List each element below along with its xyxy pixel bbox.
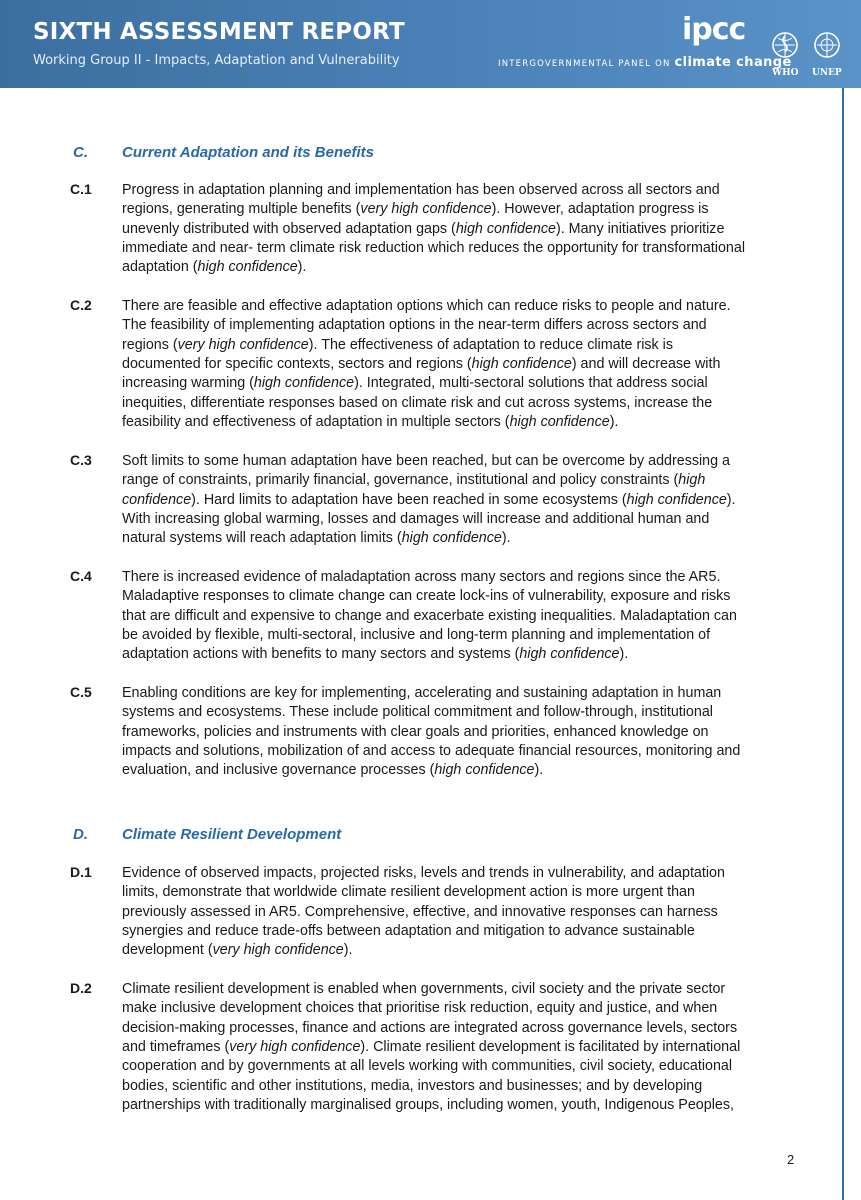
paragraph-text xyxy=(122,452,762,549)
partner-emblems xyxy=(766,30,852,80)
paragraph-number: C.4 xyxy=(70,568,92,584)
paragraph-line: With increasing global warming, losses and damages will increase and additional human and xyxy=(122,511,710,528)
paragraph-line: regions, generating multiple benefits (very high confidence). However, adaptation progress is xyxy=(122,201,709,218)
paragraph-text xyxy=(122,181,762,278)
paragraph-line: systems and ecosystems. These include political commitment and follow-through, institutional xyxy=(122,704,713,721)
paragraph-line: impacts and solutions, mobilization of and access to adequate financial resources, monitoring and xyxy=(122,743,741,760)
paragraph-line: that are difficult and expensive to change and exacerbate existing inequalities. Maladaptation can xyxy=(122,607,737,624)
paragraph-number: C.2 xyxy=(70,297,92,313)
paragraph-line: Maladaptive responses to climate change can create lock-ins of vulnerability, exposure and risks xyxy=(122,588,731,605)
paragraph-number: C.5 xyxy=(70,684,92,700)
paragraph-line: The feasibility of implementing adaptation options in the near-term differs across sectors and xyxy=(122,317,707,334)
ipcc-tagline-small: INTERGOVERNMENTAL PANEL ON xyxy=(498,59,671,69)
unep-emblem-icon xyxy=(812,30,842,64)
ipcc-tagline xyxy=(498,55,792,70)
report-header xyxy=(0,0,861,88)
paragraph-line: bodies, scientific and other institutions, media, investors and businesses; and by developing xyxy=(122,1077,703,1094)
paragraph-line: Soft limits to some human adaptation have been reached, but can be overcome by addressing a xyxy=(122,453,730,469)
paragraph-line: decision-making processes, finance and actions are integrated across governance levels, sectors xyxy=(122,1019,738,1036)
paragraph-line: increasing warming (high confidence). Integrated, multi-sectoral solutions that address social xyxy=(122,375,708,392)
paragraph-number: C.1 xyxy=(70,181,92,197)
ipcc-logo: ipcc xyxy=(682,12,746,47)
paragraph-line: evaluation, and inclusive governance processes (high confidence). xyxy=(122,762,544,779)
paragraph-number: D.2 xyxy=(70,980,92,996)
paragraph-line: There is increased evidence of maladaptation across many sectors and regions since the AR5. xyxy=(122,569,721,585)
paragraph-line: There are feasible and effective adaptation options which can reduce risks to people and nature. xyxy=(122,298,731,314)
paragraph-line: range of constraints, primarily financial, governance, institutional and policy constraints (high xyxy=(122,472,706,489)
who-label: WHO xyxy=(772,68,799,78)
ipcc-tagline-big: climate change xyxy=(674,55,792,70)
paragraph-line: natural systems will reach adaptation limits (high confidence). xyxy=(122,530,511,547)
paragraph-line: make inclusive development choices that prioritise risk reduction, equity and justice, and when xyxy=(122,1000,718,1017)
working-group-subtitle: Working Group II - Impacts, Adaptation and Vulnerability xyxy=(33,53,400,68)
paragraph-line: Climate resilient development is enabled when governments, civil society and the private sector xyxy=(122,981,726,997)
section-letter: D. xyxy=(73,826,88,843)
section-letter: C. xyxy=(73,144,88,161)
paragraph-line: synergies and reduce trade-offs between adaptation and mitigation to advance sustainable xyxy=(122,923,695,940)
report-title: SIXTH ASSESSMENT REPORT xyxy=(33,19,405,45)
paragraph-line: partnerships with traditionally marginalised groups, including women, youth, Indigenous Peoples, xyxy=(122,1097,734,1114)
paragraph-line: inequities, differentiate responses based on climate risk and cut across systems, increase the xyxy=(122,394,713,411)
paragraph-line: limits, demonstrate that worldwide climate resilient development action is more urgent than xyxy=(122,884,695,901)
paragraph-text xyxy=(122,568,762,665)
paragraph-line: frameworks, policies and instruments with clear goals and priorities, enhanced knowledge on xyxy=(122,723,709,740)
paragraph-line: Evidence of observed impacts, projected risks, levels and trends in vulnerability, and adaptation xyxy=(122,865,725,881)
paragraph-line: documented for specific contexts, sectors and regions (high confidence) and will decrease with xyxy=(122,356,721,373)
paragraph-text xyxy=(122,864,762,961)
paragraph-line: Enabling conditions are key for implementing, accelerating and sustaining adaptation in human xyxy=(122,685,722,701)
paragraph-line: feasibility and effectiveness of adaptation in multiple sectors (high confidence). xyxy=(122,414,619,431)
paragraph-line: and timeframes (very high confidence). Climate resilient development is facilitated by international xyxy=(122,1039,741,1056)
paragraph-line: adaptation (high confidence). xyxy=(122,259,307,276)
paragraph-line: be avoided by flexible, multi-sectoral, inclusive and long-term planning and implementation of xyxy=(122,627,711,644)
paragraph-number: D.1 xyxy=(70,864,92,880)
section-title: Current Adaptation and its Benefits xyxy=(122,144,374,161)
paragraph-line: unevenly distributed with observed adaptation gaps (high confidence). Many initiatives prioritize xyxy=(122,220,725,237)
who-emblem-icon xyxy=(770,30,800,64)
paragraph-line: confidence). Hard limits to adaptation have been reached in some ecosystems (high confidence). xyxy=(122,491,736,508)
paragraph-line: Progress in adaptation planning and implementation has been observed across all sectors and xyxy=(122,182,720,198)
page-margin-rule xyxy=(842,88,844,1200)
paragraph-line: development (very high confidence). xyxy=(122,942,353,959)
paragraph-line: cooperation and by governments at all levels working with communities, civil society, educational xyxy=(122,1058,733,1075)
paragraph-text xyxy=(122,684,762,781)
paragraph-line: adaptation actions with benefits to many sectors and systems (high confidence). xyxy=(122,646,629,663)
page-number: 2 xyxy=(787,1152,795,1167)
paragraph-line: regions (very high confidence). The effectiveness of adaptation to reduce climate risk is xyxy=(122,336,673,353)
paragraph-number: C.3 xyxy=(70,452,92,468)
paragraph-line: immediate and near- term climate risk reduction which reduces the opportunity for transformational xyxy=(122,240,745,257)
paragraph-line: previously assessed in AR5. Comprehensive, effective, and innovative responses can harness xyxy=(122,903,718,920)
paragraph-text xyxy=(122,980,762,1115)
unep-label: UNEP xyxy=(812,68,842,78)
section-title: Climate Resilient Development xyxy=(122,826,342,843)
paragraph-text xyxy=(122,297,762,432)
